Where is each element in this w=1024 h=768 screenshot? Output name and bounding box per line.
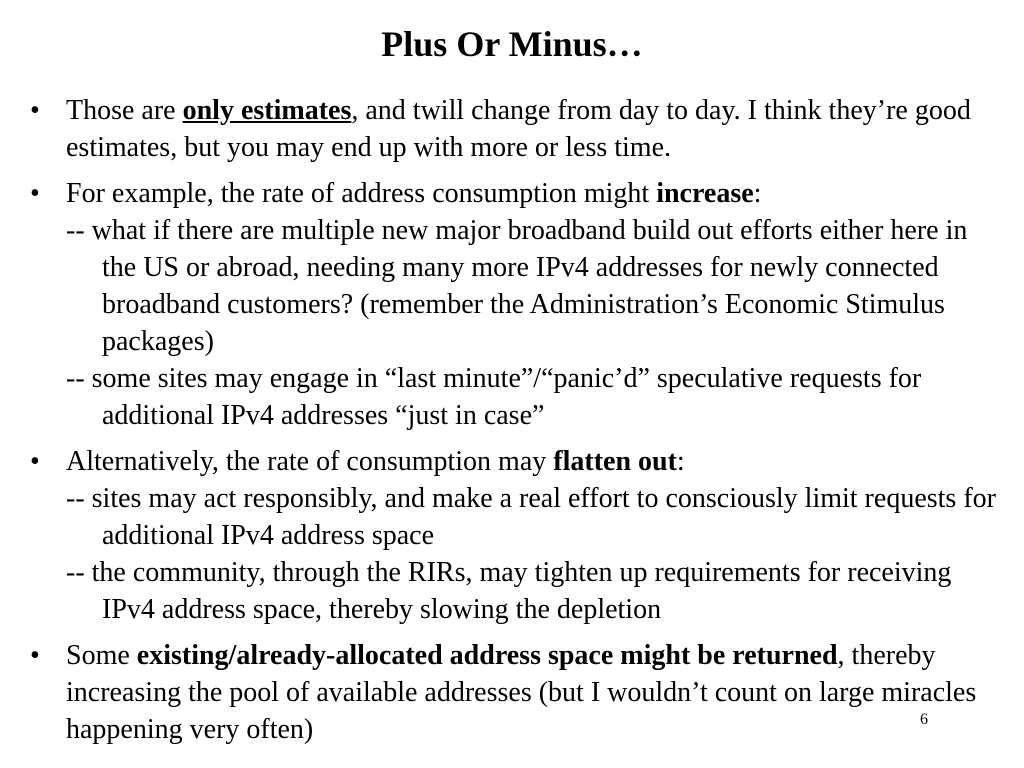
- bullet-symbol: •: [30, 640, 40, 671]
- bullet-text: :: [753, 178, 762, 209]
- bullet-symbol: •: [30, 446, 40, 477]
- bullet-emphasis: existing/already-allocated address space might be returned: [136, 640, 838, 671]
- bullet-text: Those are: [66, 95, 183, 126]
- bullet-text: Alternatively, the rate of consumption may: [66, 446, 554, 477]
- sub-point: -- some sites may engage in “last minute”/“panic’d” speculative requests for additional IPv4 addresses “just in case”: [66, 363, 922, 431]
- slide-content: [30, 92, 1005, 757]
- bullet-item: [30, 443, 1005, 628]
- bullet-text: For example, the rate of address consumption might: [66, 178, 657, 209]
- sub-point: -- the community, through the RIRs, may tighten up requirements for receiving IPv4 address space, thereby slowing the depletion: [66, 557, 952, 625]
- bullet-item: [30, 92, 1005, 166]
- bullet-symbol: •: [30, 95, 40, 126]
- page-number: 6: [920, 711, 928, 728]
- bullet-item: [30, 637, 1005, 748]
- slide-title: Plus Or Minus…: [381, 24, 643, 64]
- bullet-text: , thereby increasing the pool of available addresses (but I wouldn’t count on large miracles happening very often): [66, 640, 977, 745]
- bullet-emphasis: increase: [656, 178, 754, 209]
- bullet-text: , and twill change from day to day. I think they’re good estimates, but you may end up with more or less time.: [66, 95, 971, 163]
- bullet-symbol: •: [30, 178, 40, 209]
- bullet-emphasis: only estimates: [182, 95, 352, 126]
- sub-point: -- what if there are multiple new major broadband build out efforts either here in the US or abroad, needing many more IPv4 addresses for newly connected broadband customers? (remember the Administration’s Economic Stimulus packages): [66, 215, 968, 357]
- bullet-emphasis: flatten out: [553, 446, 677, 477]
- bullet-item: [30, 175, 1005, 434]
- bullet-text: :: [676, 446, 685, 477]
- bullet-text: Some: [66, 640, 137, 671]
- sub-point: -- sites may act responsibly, and make a real effort to consciously limit requests for additional IPv4 address space: [66, 483, 996, 551]
